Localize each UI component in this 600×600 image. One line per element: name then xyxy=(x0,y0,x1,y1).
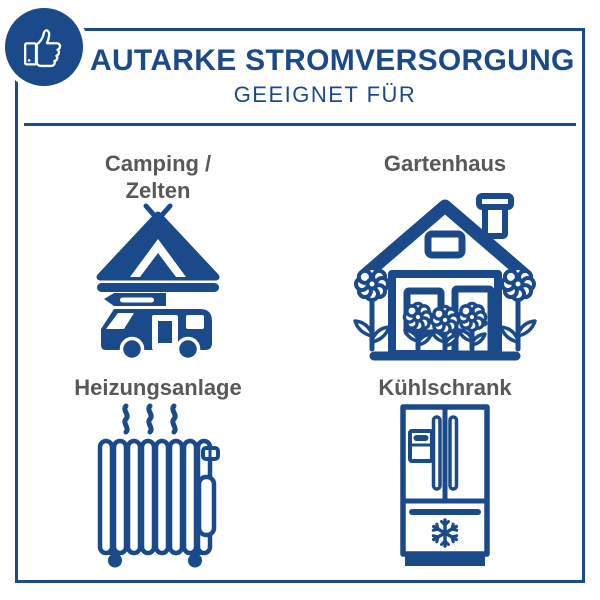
label-kuehlschrank-line1: Kühlschrank xyxy=(378,375,512,400)
label-camping xyxy=(40,150,276,204)
label-heizungsanlage-line1: Heizungsanlage xyxy=(74,375,242,400)
label-gartenhaus-line1: Gartenhaus xyxy=(383,151,507,176)
fridge-icon xyxy=(400,404,490,568)
header-divider xyxy=(24,123,576,126)
page-subtitle: GEEIGNET FÜR xyxy=(233,82,417,107)
garden-house-icon xyxy=(352,186,538,362)
label-gartenhaus xyxy=(327,150,563,177)
label-kuehlschrank xyxy=(327,374,563,401)
header xyxy=(90,44,575,108)
tent-camper-icon xyxy=(96,203,220,361)
label-heizungsanlage xyxy=(40,374,276,401)
page-title: AUTARKE STROMVERSORGUNG xyxy=(90,44,575,77)
label-camping-line1: Camping / xyxy=(104,151,212,176)
thumbs-up-badge xyxy=(5,8,83,86)
thumbs-up-icon xyxy=(15,18,73,76)
label-camping-line2: Zelten xyxy=(125,178,191,203)
radiator-icon xyxy=(92,403,220,569)
